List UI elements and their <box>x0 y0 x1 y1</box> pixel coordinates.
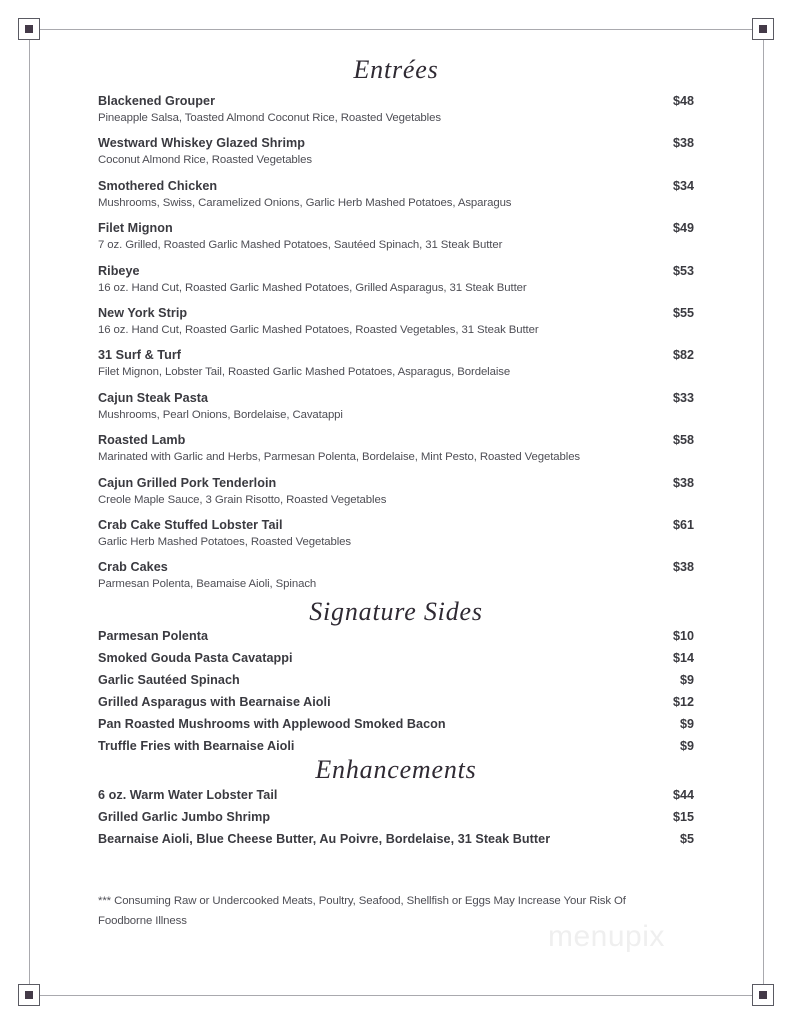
menu-item-price: $44 <box>672 788 694 802</box>
menu-list-item <box>0 832 792 846</box>
menu-list-item <box>0 136 792 166</box>
menu-item-name: Garlic Sautéed Spinach <box>98 673 240 687</box>
menu-item-name: Bearnaise Aioli, Blue Cheese Butter, Au Poivre, Bordelaise, 31 Steak Butter <box>98 832 551 846</box>
menu-item-name: Truffle Fries with Bearnaise Aioli <box>98 739 295 753</box>
menu-item-name: Cajun Steak Pasta <box>98 390 209 405</box>
menu-item-price: $15 <box>672 810 694 824</box>
menu-item-row <box>0 832 792 846</box>
corner-mark-bottom-right <box>752 984 774 1006</box>
menu-list-item <box>0 348 792 378</box>
menu-item-price: $33 <box>672 390 694 405</box>
menu-list-item <box>0 264 792 294</box>
menu-item-description: Creole Maple Sauce, 3 Grain Risotto, Roasted Vegetables <box>98 493 387 506</box>
menu-item-description: Parmesan Polenta, Beamaise Aioli, Spinach <box>98 578 317 591</box>
menu-item-row <box>0 221 792 235</box>
menu-list-item <box>0 306 792 336</box>
menu-item-price: $58 <box>672 433 694 448</box>
menu-item-price: $12 <box>672 695 694 709</box>
menu-list-item <box>0 673 792 687</box>
menu-item-name: New York Strip <box>98 306 188 321</box>
menu-list-item <box>0 391 792 421</box>
menu-item-price: $49 <box>672 221 694 236</box>
menu-item-row <box>0 695 792 709</box>
menu-item-description: Pineapple Salsa, Toasted Almond Coconut Rice, Roasted Vegetables <box>98 112 441 124</box>
menu-list-item <box>0 94 792 124</box>
menu-list-item <box>0 518 792 548</box>
corner-mark-top-right <box>752 18 774 40</box>
menu-item-row <box>0 391 792 405</box>
signature-sides-item-list <box>0 629 792 761</box>
menu-item-row <box>0 433 792 447</box>
menu-list-item <box>0 476 792 506</box>
menu-item-row <box>0 476 792 490</box>
menu-item-description: 7 oz. Grilled, Roasted Garlic Mashed Potatoes, Sautéed Spinach, 31 Steak Butter <box>98 239 503 252</box>
menu-item-row <box>0 629 792 643</box>
menu-item-row <box>0 673 792 687</box>
menu-list-item <box>0 221 792 251</box>
frame-line-bottom <box>29 995 764 996</box>
menu-item-price: $38 <box>672 136 694 151</box>
menu-item-price: $9 <box>679 673 694 687</box>
menu-item-row <box>0 560 792 574</box>
menu-item-name: Ribeye <box>98 263 140 278</box>
menu-item-name: Filet Mignon <box>98 221 173 236</box>
menu-item-price: $9 <box>679 739 694 753</box>
menu-list-item <box>0 739 792 753</box>
menu-item-price: $5 <box>679 832 694 846</box>
corner-mark-bottom-left <box>18 984 40 1006</box>
menu-item-price: $82 <box>672 348 694 363</box>
menupix-watermark: menupix <box>548 920 665 953</box>
menu-item-name: Smoked Gouda Pasta Cavatappi <box>98 651 293 665</box>
section-heading-enhancements: Enhancements <box>315 755 477 784</box>
menu-item-description: 16 oz. Hand Cut, Roasted Garlic Mashed Potatoes, Grilled Asparagus, 31 Steak Butter <box>98 281 527 294</box>
menu-item-description: Mushrooms, Swiss, Caramelized Onions, Garlic Herb Mashed Potatoes, Asparagus <box>98 196 512 209</box>
menu-item-name: 31 Surf & Turf <box>98 348 182 363</box>
menu-item-price: $61 <box>672 518 694 533</box>
menu-item-price: $38 <box>672 560 694 575</box>
menu-list-item <box>0 560 792 590</box>
menu-item-description: 16 oz. Hand Cut, Roasted Garlic Mashed Potatoes, Roasted Vegetables, 31 Steak Butter <box>98 324 539 337</box>
menu-list-item <box>0 717 792 731</box>
menu-item-name: Pan Roasted Mushrooms with Applewood Smoked Bacon <box>98 717 446 731</box>
menu-item-price: $48 <box>672 94 694 108</box>
menu-item-row <box>0 518 792 532</box>
frame-line-top <box>29 29 764 30</box>
menu-item-description: Coconut Almond Rice, Roasted Vegetables <box>98 154 312 167</box>
menu-list-item <box>0 179 792 209</box>
menu-item-name: Parmesan Polenta <box>98 629 208 643</box>
menu-item-description: Marinated with Garlic and Herbs, Parmesan Polenta, Bordelaise, Mint Pesto, Roasted Vegetables <box>98 451 581 464</box>
allergen-disclaimer: *** Consuming Raw or Undercooked Meats, Poultry, Seafood, Shellfish or Eggs May Increase Your Risk Of Foodborne Illness <box>98 895 626 928</box>
corner-mark-top-left <box>18 18 40 40</box>
menu-item-row <box>0 348 792 362</box>
menu-item-row <box>0 717 792 731</box>
menu-list-item <box>0 810 792 824</box>
menu-item-description: Garlic Herb Mashed Potatoes, Roasted Vegetables <box>98 536 352 549</box>
menu-item-name: Grilled Garlic Jumbo Shrimp <box>98 810 271 824</box>
menu-item-row <box>0 739 792 753</box>
menu-item-row <box>0 810 792 824</box>
menu-item-price: $9 <box>679 717 694 731</box>
menu-list-item <box>0 695 792 709</box>
menu-item-name: Westward Whiskey Glazed Shrimp <box>98 136 306 151</box>
menu-item-name: Grilled Asparagus with Bearnaise Aioli <box>98 695 331 709</box>
menu-item-name: 6 oz. Warm Water Lobster Tail <box>98 788 278 802</box>
menu-item-row <box>0 306 792 320</box>
menu-item-row <box>0 136 792 150</box>
menu-item-name: Crab Cakes <box>98 560 168 575</box>
menu-list-item <box>0 433 792 463</box>
menu-item-price: $10 <box>672 629 694 643</box>
entrees-item-list <box>0 94 792 603</box>
menu-list-item <box>0 788 792 802</box>
menu-list-item <box>0 629 792 643</box>
menu-item-price: $38 <box>672 475 694 490</box>
menu-item-description: Mushrooms, Pearl Onions, Bordelaise, Cavatappi <box>98 408 343 421</box>
menu-item-name: Cajun Grilled Pork Tenderloin <box>98 475 277 490</box>
menu-item-name: Smothered Chicken <box>98 178 218 193</box>
menu-list-item <box>0 651 792 665</box>
section-heading-signature-sides: Signature Sides <box>309 597 483 626</box>
menu-item-row <box>0 94 792 108</box>
menu-item-price: $14 <box>672 651 694 665</box>
enhancements-item-list <box>0 788 792 854</box>
menu-item-name: Roasted Lamb <box>98 433 186 448</box>
menu-item-row <box>0 264 792 278</box>
section-heading-entrees: Entrées <box>353 55 439 84</box>
menu-item-name: Blackened Grouper <box>98 94 216 108</box>
menu-item-price: $34 <box>672 178 694 193</box>
menu-item-row <box>0 788 792 802</box>
menu-item-price: $53 <box>672 263 694 278</box>
menu-item-name: Crab Cake Stuffed Lobster Tail <box>98 518 283 533</box>
menu-item-description: Filet Mignon, Lobster Tail, Roasted Garlic Mashed Potatoes, Asparagus, Bordelaise <box>98 366 511 379</box>
menu-item-row <box>0 179 792 193</box>
menu-item-row <box>0 651 792 665</box>
menu-item-price: $55 <box>672 306 694 321</box>
